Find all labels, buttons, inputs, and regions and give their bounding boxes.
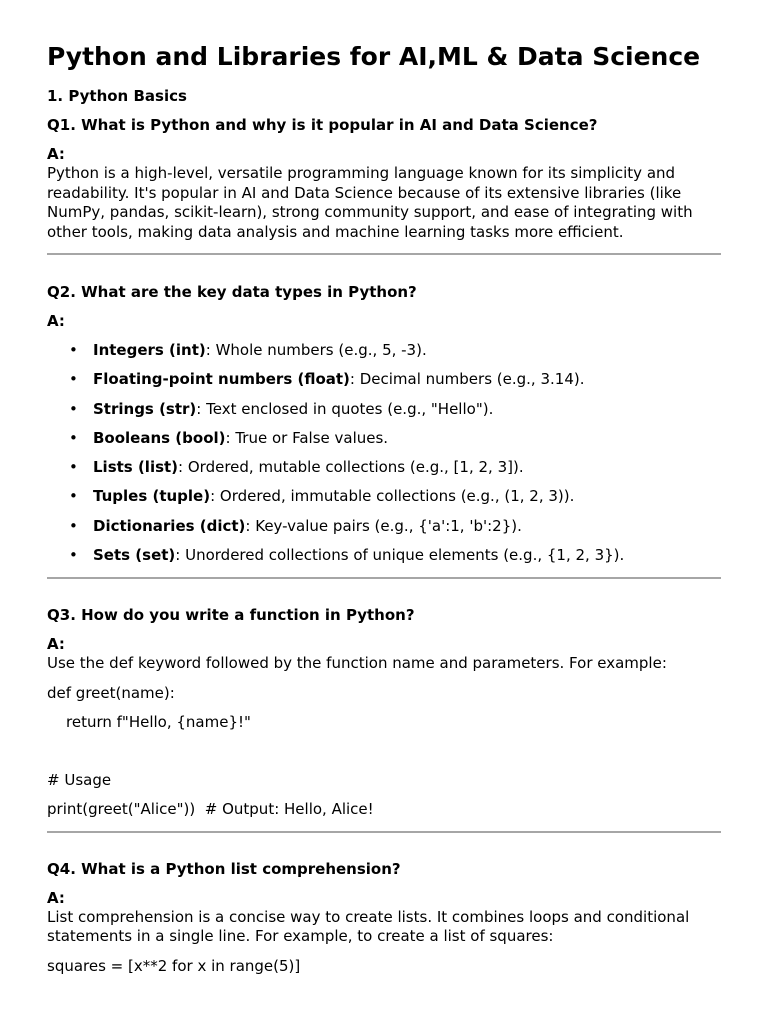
q4-question: Q4. What is a Python list comprehension? [47,859,401,878]
q1-answer: Python is a high-level, versatile programming language known for its simplicity and readability. It's popular in AI and Data Science because of its extensive libraries (like NumPy, pandas, scikit-learn), strong community support, and ease of integrating with other tools, making data analysis and machine learning tasks more efficient. [47,164,693,241]
q3-block [47,605,721,819]
document-page [47,40,721,976]
bullet: • [69,487,78,506]
document-title: Python and Libraries for AI,ML & Data Science [47,42,701,71]
list-item [47,399,721,419]
code-line: print(greet("Alice")) # Output: Hello, Alice! [47,799,374,818]
bullet: • [69,428,78,447]
section-divider [47,577,721,579]
q2-question: Q2. What are the key data types in Python? [47,283,417,301]
list-item-desc: : Ordered, mutable collections (e.g., [1, 2, 3]). [178,458,524,477]
list-item-term: Dictionaries (dict) [93,516,246,535]
list-item [47,428,721,448]
code-line: return f"Hello, {name}!" [66,712,251,731]
bullet: • [69,458,78,477]
list-item [47,486,721,506]
bullet: • [69,341,78,359]
q2-block [47,282,721,565]
list-item-term: Floating-point numbers (float) [93,370,350,389]
list-item-term: Strings (str) [93,399,197,418]
list-item-desc: : Ordered, immutable collections (e.g., (1, 2, 3)). [210,487,575,506]
q4-answer: List comprehension is a concise way to create lists. It combines loops and conditional statements in a single line. For example, to create a list of squares: [47,907,690,946]
list-item-desc: : Whole numbers (e.g., 5, -3). [205,341,427,359]
q3-intro: Use the def keyword followed by the function name and parameters. For example: [47,654,667,673]
data-types-list [47,340,721,565]
bullet: • [69,399,78,418]
bullet: • [69,546,78,565]
list-item [47,545,721,565]
bullet: • [69,370,78,389]
list-item-term: Tuples (tuple) [93,487,211,506]
q3-answer-label: A: [47,635,65,654]
list-item [47,340,721,360]
q1-answer-label: A: [47,145,65,163]
list-item-desc: : Text enclosed in quotes (e.g., "Hello"). [196,399,494,418]
q4-answer-label: A: [47,888,65,907]
list-item-desc: : Decimal numbers (e.g., 3.14). [349,370,585,389]
section-divider [47,831,721,833]
code-line: # Usage [47,770,112,789]
q3-question: Q3. How do you write a function in Python? [47,606,415,625]
q4-block [47,859,721,976]
section-heading: 1. Python Basics [47,87,187,105]
list-item-desc: : Key-value pairs (e.g., {'a':1, 'b':2}). [245,516,522,535]
list-item [47,457,721,477]
q2-answer-label: A: [47,312,65,330]
list-item-term: Sets (set) [93,546,176,565]
list-item [47,369,721,389]
bullet: • [69,516,78,535]
code-line: def greet(name): [47,683,175,702]
list-item [47,516,721,536]
q1-question: Q1. What is Python and why is it popular in AI and Data Science? [47,116,598,134]
list-item-term: Lists (list) [93,458,179,477]
q1-block [47,115,721,242]
list-item-desc: : True or False values. [225,428,389,447]
section-divider [47,253,721,255]
list-item-term: Booleans (bool) [93,428,226,447]
list-item-desc: : Unordered collections of unique elements (e.g., {1, 2, 3}). [175,546,625,565]
list-item-term: Integers (int) [93,341,206,359]
code-line: squares = [x**2 for x in range(5)] [47,956,301,975]
